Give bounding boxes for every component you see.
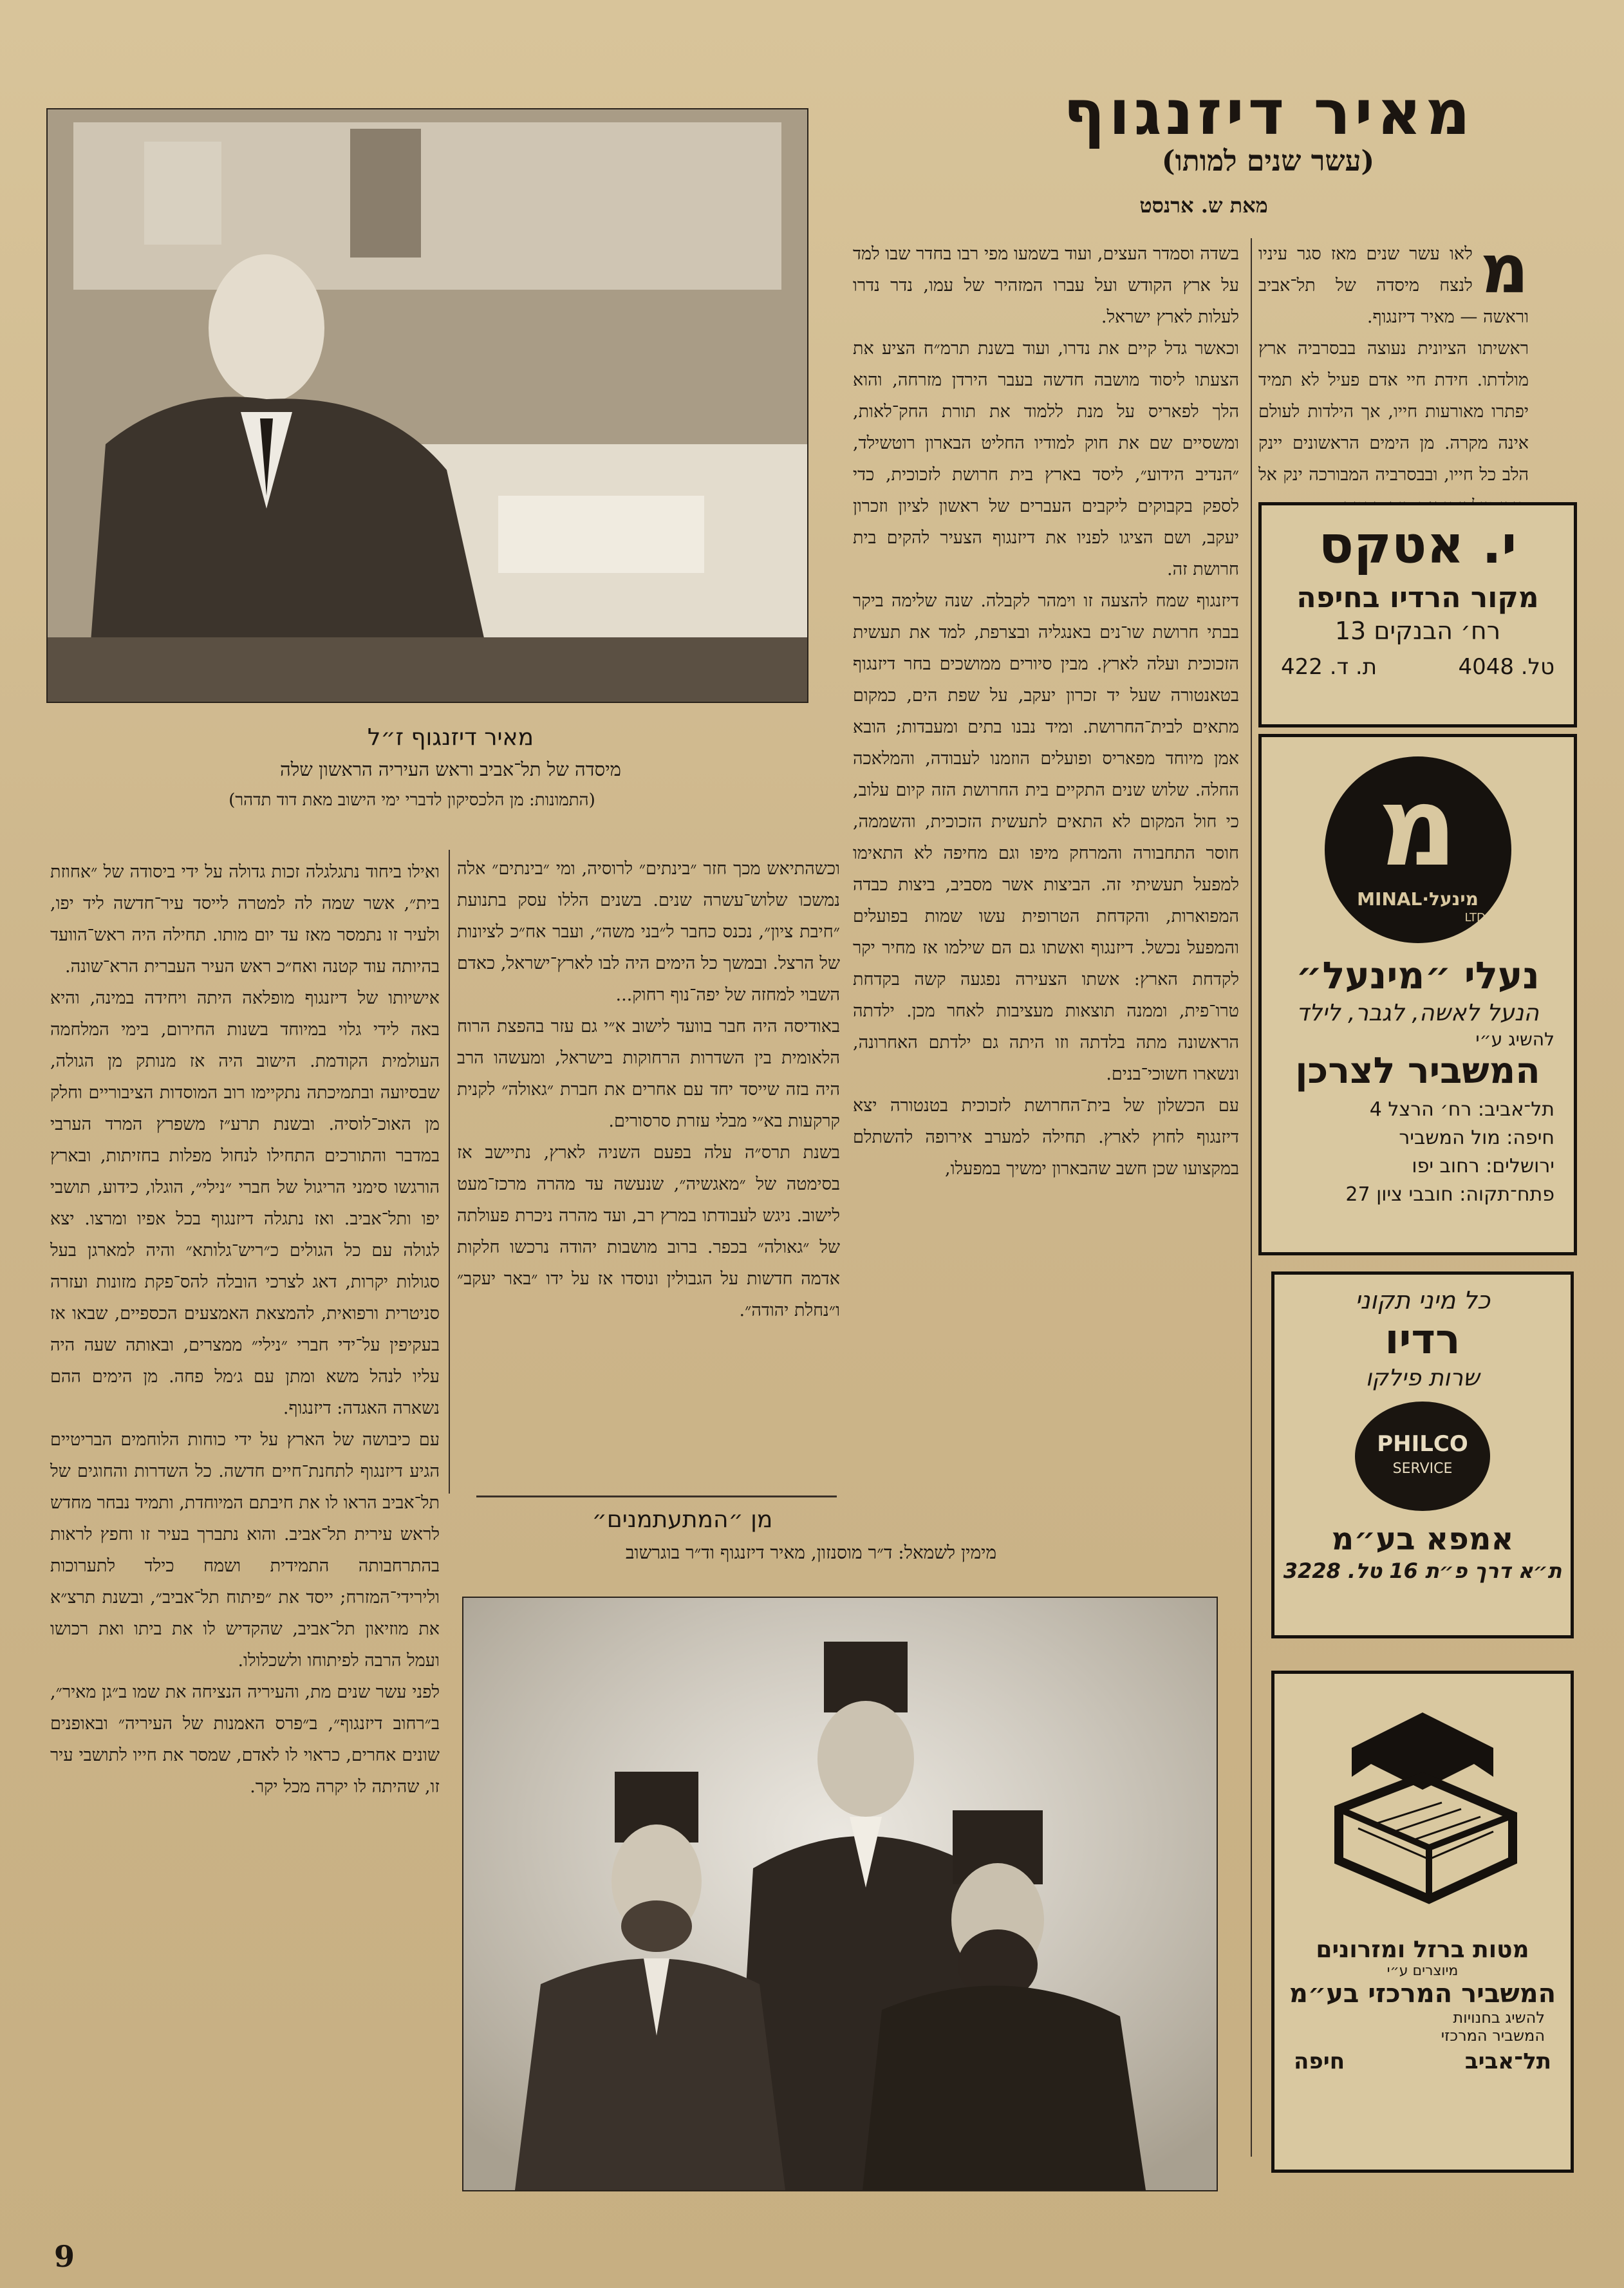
ad-iron-beds	[1271, 1671, 1574, 2173]
photo1-caption-desc: מיסדה של תל־אביב וראש העיריה הראשון שלה	[280, 758, 621, 780]
radio-headline: רדיו	[1385, 1316, 1461, 1364]
beds-line3: להשיג בחנויות	[1453, 2009, 1545, 2027]
philco-logo-sub: SERVICE	[1392, 1461, 1453, 1477]
beds-line4: המשביר המרכזי	[1441, 2027, 1545, 2045]
minal-branch: ירושלים: רחוב יפו	[1412, 1155, 1554, 1177]
photo1-caption-credit: (התמונות: מן הלכסיקון לדברי ימי הישוב מאת דוד תדהר)	[229, 791, 595, 810]
dropcap-letter: מ	[1480, 230, 1529, 308]
section-divider	[476, 1496, 837, 1497]
group-illustration	[463, 1598, 1217, 2190]
ad-philco-radio	[1271, 1271, 1574, 1638]
photo2-title: מן ״המתעתמנים״	[592, 1506, 773, 1533]
atex-line2: רח׳ הבנקים 13	[1334, 617, 1501, 645]
radio-company: אמפא בע״מ	[1331, 1521, 1514, 1557]
atex-name: י. אטקס	[1318, 515, 1517, 575]
column-rule-right	[1251, 238, 1252, 2157]
atex-line1: מקור הרדיו בחיפה	[1296, 581, 1539, 614]
minal-logo	[1325, 756, 1511, 943]
beds-line1: מטות ברזל ומזרונים	[1316, 1936, 1529, 1963]
photo2-caption: מימין לשמאל: ד״ר מוסנזון, מאיר דיזנגוף וד״ר בוגרשוב	[625, 1542, 997, 1563]
minal-sub2: להשיג ע״י	[1475, 1029, 1554, 1050]
beds-city-right: תל־אביב	[1464, 2049, 1551, 2074]
minal-branches	[1262, 1096, 1574, 1209]
philco-logo-main: PHILCO	[1377, 1431, 1468, 1457]
ad-atex-radio	[1258, 502, 1577, 727]
minal-logo-letter: מ	[1377, 764, 1458, 891]
beds-line2: מיוצרים ע״י	[1386, 1963, 1459, 1979]
bed-icon	[1300, 1700, 1545, 1931]
photo1-caption-name: מאיר דיזנגוף ז״ל	[367, 724, 534, 751]
page-number: 9	[54, 2239, 75, 2274]
article-title: מאיר דיזנגוף	[1063, 77, 1474, 149]
beds-company: המשביר המרכזי בע״מ	[1289, 1979, 1556, 2009]
group-photo-three-men	[462, 1597, 1218, 2191]
atex-phone: טל. 4048	[1458, 654, 1554, 680]
minal-logo-text: MINAL·מינעל	[1357, 888, 1479, 910]
minal-sub: הנעל לאשה, לגבר, לילד	[1296, 1000, 1539, 1026]
atex-pobox: ת. ד. 422	[1281, 654, 1377, 680]
portrait-photo-dizengoff	[46, 108, 808, 703]
article-byline: מאת ש. ארנסט	[1139, 193, 1268, 218]
article-column-2: בשדה וסמדר העצים, ועוד בשמעו מפי רבו בחדר שבו למד על ארץ הקודש ועל עברו המזהיר של עמו, נדר נדרו לעלות לארץ ישראל. וכאשר גדל קיים את נדרו, ועוד בשנת תרמ״ח הציע את הצעתו ליסוד מושבה חדשה בעבר הירדן מזרחה, והוא הלך לפאריס על מנת ללמוד את תורת החק־לאות, ומשסיים שם את חוק למודיו החליט הבארון רוטשילד, ״הנדיב הידוע״, ליסד בארץ בית חרושת לזכוכית, כדי לספק בקבוקים ליקבים העברים של ראשון לציון וזכרון יעקב, ושם הציגו לפניו את דיזנגוף הצעיר להקים בית חרושת זה. דיזנגוף שמח להצעה זו וימהר לקבלה. שנה שלימה ביקר בבתי חרושת שו־נים באנגליה ובצרפת, למד את תעשית הזכוכית ועלה לארץ. מבין סיורים ממושכים בחר דיזנגוף בטאנטורה שעל יד זכרון יעקב, על שפת הים, כמקום מתאים לבית־החרושת. ומיד נבנו בתים ומעבדות; הובא אמן מיוחד מפאריס ופועלים הוזמנו לעבודה, והמלאכה החלה. שלוש שנים התקיים בית החרושת הזה קיום עלוב, כי חול המקום לא התאים לתעשית הזכוכית, והשממה, חוסר התחבורה והמרחק מיפו וגם מחיפה לא התאימו למפעל תעשיתי זה. הביצות אשר מסביב, ביצות כבדה המפוארות, והקדחת הטרופית עשו שמות בפועלים והמפעל נכשל. דיזנגוף ואשתו גם הם שילמו אז מחיר יקר לקדחת הארץ: אשתו הצעירה נפגעה קשה בקדחת טרו־פית, וממנה תוצאות מעציבות לאחר מכן. ילדתה הראשונה מתה בלדתה וזו היתה גם ילדתם האחרונה, ונשארו חשוכי־בנים. עם הכשלון של בית־החרושת לזכוכית בטנטורה יצא דיזנגוף לחוץ לארץ. תחילה למערב אירופה להשתלם במקצועו שכן חשב שהבארון ימשיך במפעלו,	[853, 244, 1239, 1179]
radio-top: כל מיני תקוני	[1355, 1286, 1490, 1315]
bed-logo	[1300, 1700, 1545, 1931]
article-column-3: וכשהתיאש מכך חזר ״בינתים״ לרוסיה, ומי ״בינתים״ אלה נמשכו שלוש־עשרה שנים. בשנים הללו עסק בתנועת ״חיבת ציון״, נכנס כחבר ל״בני משה״, ועבר אח״כ לציונות של הרצל. ובמשך כל הימים היה לבו לארץ־ישראל, כאדם השבוי למחזה של יפה־נוף רחוק... באודיסה היה חבר בוועד לישוב א״י גם עזר בהפצת הרוח הלאומית בין השדרות הרחוקות בישראל, ומעשהו הרב היה בזה שייסד יחד עם אחרים את חברת ״גאולה״ לקנית קרקעות בא״י מבלי עזרת סרסורים. בשנת תרס״ה עלה בפעם השניה לארץ, נתיישב אז בסימטה של ״מאגשיה״, שנעשה עד מהרה מרכז־מעט לישוב. ניגש לעבודתו במרץ רב, ועד מהרה ניכרת פעולתה של ״גאולה״ בכפר. ברוב מושבות יהודה נרכשו חלקות אדמה חדשות על הגבולין ונוסדו אז על ידו ״באר יעקב״ ו״נחלת יהודה״.	[457, 859, 840, 1320]
minal-branch: תל־אביב: רח׳ הרצל 4	[1369, 1098, 1554, 1121]
ad-minal-shoes	[1258, 734, 1577, 1255]
portrait-illustration	[48, 109, 807, 702]
radio-sub: שרות פילקו	[1365, 1365, 1480, 1391]
minal-store: המשביר לצרכן	[1295, 1050, 1540, 1092]
article-column-4: ואילו ביחוד נתגלגלה זכות גדולה על ידי ביסודה של ״אחוזת בית״, אשר שמה לה למטרה לייסד עיר־חדשה ליד יפו, ולעיר זו נתמסר מאז עד יום מותו. תחילה היה ראש־הוועד בהיותה עוד קטנה ואח״כ ראש העיר העברית הרא־שונה. אישיותו של דיזנגוף מופלאה היתה ויחידה במינה, והיא באה לידי גלוי במיוחד בשנות החירום, בימי המלחמה העולמית הקודמת. הישוב היה אז מנותק מן הגולה, שבסיועה ובתמיכתה נתקיימו רוב המוסדות הציבוריים וחלק מן האוכ־לוסיה. ובשנת תרע״ז משפרץ המרד הערבי במדבר והתורכים התחילו לנחול מפלות בחזיתות, ובארץ הורגשו סימני הריגול של חברי ״נילי״, הוגלו, כידוע, תושבי יפו ותל־אביב. ואז נתגלה דיזנגוף בכל אפיו ומרצו. יצא לגולה עם כל הגולים כ״ריש־גלותא״ והיה למארגן בעל סגולות יקרות, דאג לצרכי הובלה להס־פקת מזונות ועזרה סניטרית ורפואית, להמצאת האמצעים הכספיים, שבאו אז בעקיפין על־ידי חברי ״נילי״ ממצרים, ובאותה שעה היה עליו לנהל משא ומתן עם ג׳מל פחה. מן הימים ההם נשארה האגדה: דיזנגוף. עם כיבושה של הארץ על ידי כוחות הלוחמים הבריטיים הגיע דיזנגוף לתחנת־חיים חדשה. כל השדרות והחוגים של תל־אביב הראו לו את חיבתם המיוחדת, ותמיד נבחר מחדש לראש עירית תל־אביב. והוא נתברך בעיר זו וחפץ לראות בהתרחבותה התמידית ושמח כילד לתערוכות ולירידי־המזרח; ייסד את ״פיתוח תל־אביב״, ובשנת תרצ״א את מוזיאון תל־אביב, שהקדיש לו את ביתו ואת רכושו ועמל הרבה לפיתוחו ולשכלולו. לפני עשר שנים מת, והעיריה הנציחה את שמו ב״גן מאיר״, ב״רחוב דיזנגוף״, ב״פרס האמנות של העיריה״ ובאופנים שונים אחרים, כראוי לו לאדם, שמסר את חייו לתושבי עיר זו, שהיתה לו יקרה מכל יקר.	[50, 862, 440, 1797]
article-subtitle: (עשר שנים למותו)	[1161, 145, 1375, 178]
column-1-text: לאו עשר שנים מאז סגר עיניו לנצח מיסדה של תל־אביב וראשה — מאיר דיזנגוף. ראשיתו הציונית נעוצה בבסרביה ארץ מולדתו. חידת חיי אדם פעיל לא תמיד יפתרו מאורעות חייו, אך הילדות לעולם אינה מקרה. מן הימים הראשונים יינק הלב כל חייו, ובבסרביה המבורכה ינק אל	[1258, 244, 1529, 485]
minal-logo-ltd: LTD	[1464, 911, 1486, 924]
article-column-1	[1258, 230, 1529, 496]
column-rule-mid	[449, 850, 450, 1494]
philco-logo	[1355, 1402, 1490, 1511]
radio-address: ת״א דרך פ״ת 16 טל. 3228	[1283, 1559, 1562, 1583]
beds-city-left: חיפה	[1294, 2049, 1345, 2074]
minal-branch: פתח־תקוה: חובבי ציון 27	[1345, 1183, 1554, 1206]
minal-branch: חיפה: מול המשביר	[1399, 1127, 1554, 1149]
minal-headline: נעלי ״מינעל״	[1296, 953, 1540, 997]
